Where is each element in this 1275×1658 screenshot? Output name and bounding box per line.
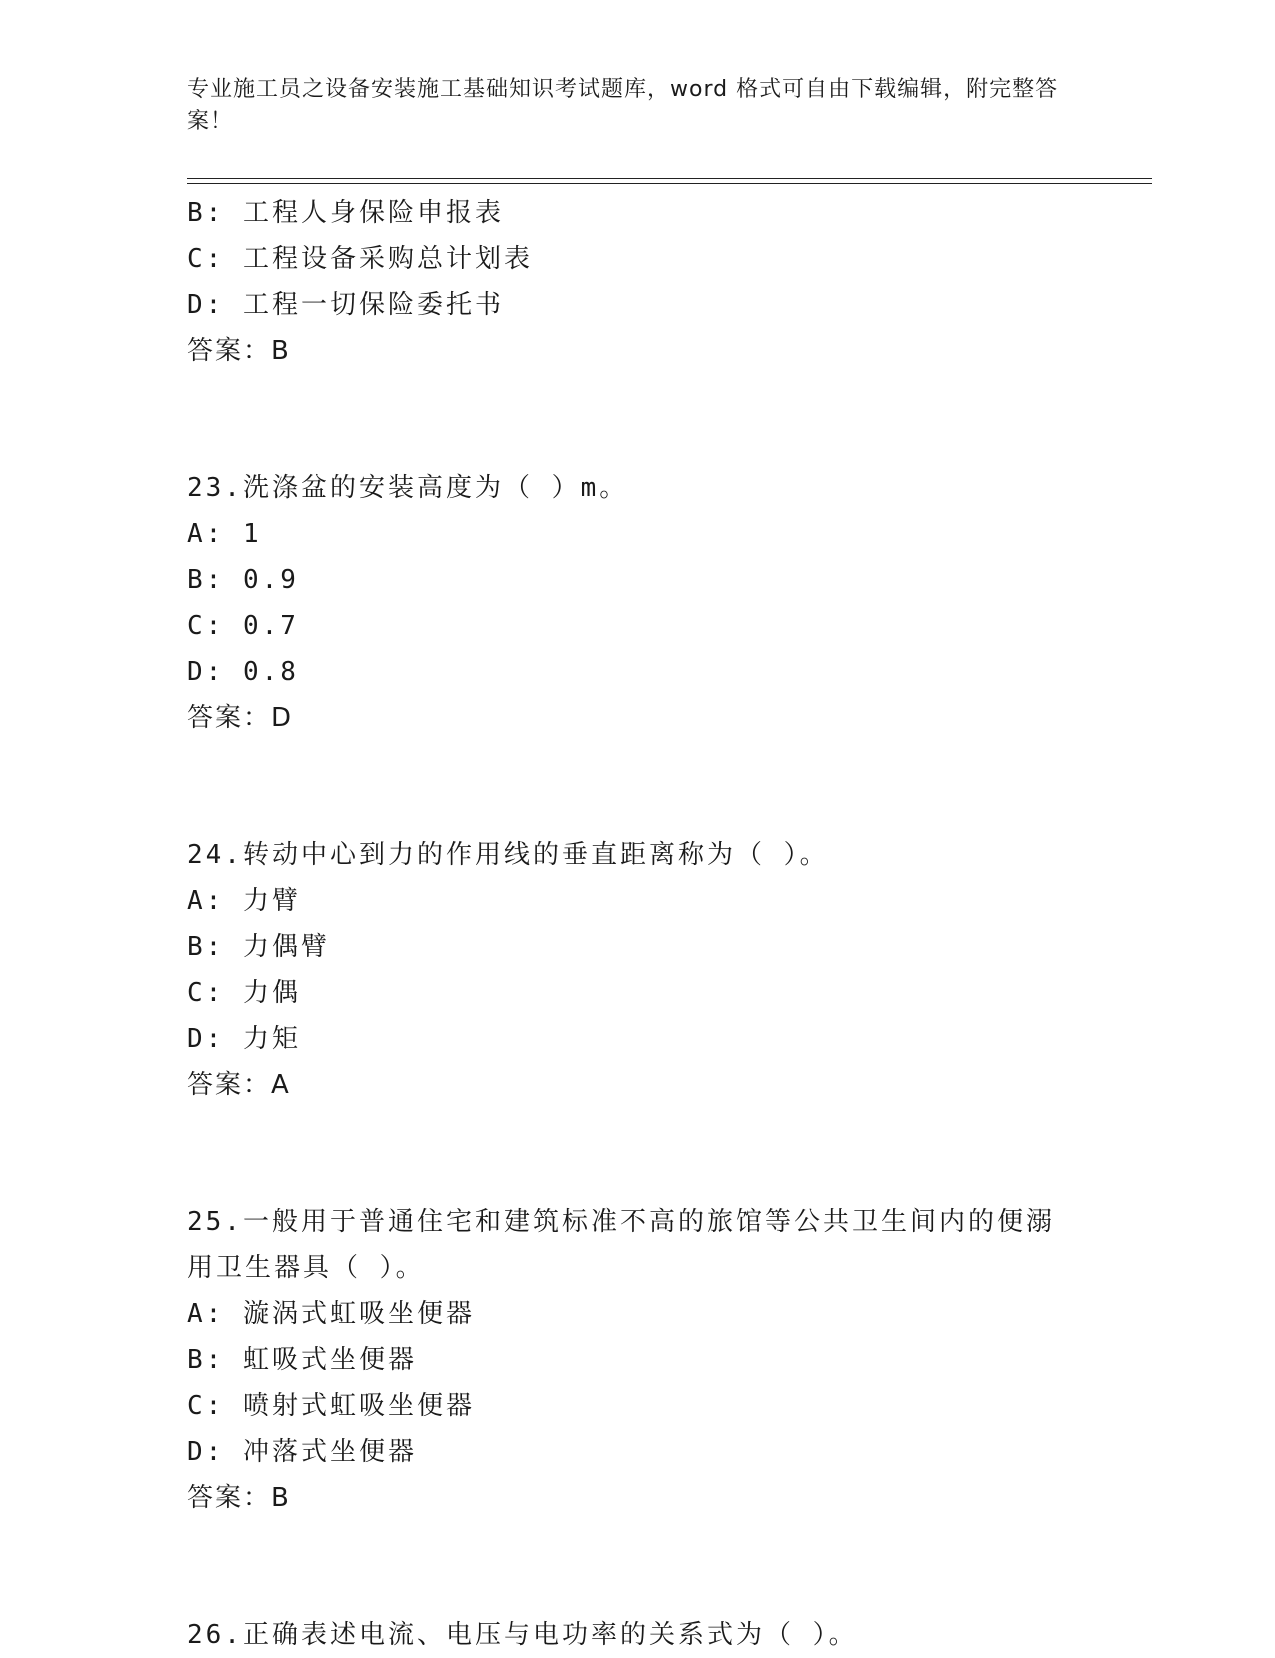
- question-stem: 24.转动中心到力的作用线的垂直距离称为（ ）。: [187, 840, 829, 870]
- option-c: C: 0.7: [187, 611, 299, 641]
- option-d: D: 工程一切保险委托书: [187, 290, 504, 320]
- option-b: B: 虹吸式坐便器: [187, 1345, 417, 1375]
- option-d: D: 力矩: [187, 1024, 301, 1054]
- answer-line: 答案：B: [187, 1483, 291, 1513]
- option-a: A: 1: [187, 519, 262, 549]
- question-25: [187, 1199, 1147, 1521]
- option-a: A: 漩涡式虹吸坐便器: [187, 1299, 475, 1329]
- option-c: C: 工程设备采购总计划表: [187, 244, 533, 274]
- question-22-continued: [187, 190, 1147, 374]
- answer-line: 答案：D: [187, 703, 294, 733]
- question-stem: 23.洗涤盆的安装高度为（ ）m。: [187, 473, 629, 503]
- option-b: B: 力偶臂: [187, 932, 330, 962]
- question-26: [187, 1612, 1147, 1658]
- option-b: B: 工程人身保险申报表: [187, 198, 504, 228]
- question-list: [187, 190, 1147, 1658]
- option-c: C: 喷射式虹吸坐便器: [187, 1391, 475, 1421]
- header-divider-top: [187, 178, 1152, 179]
- answer-line: 答案：B: [187, 336, 291, 366]
- question-23: [187, 465, 1147, 741]
- answer-line: 答案：A: [187, 1070, 291, 1100]
- option-a: A: 力臂: [187, 886, 301, 916]
- option-d: D: 冲落式坐便器: [187, 1437, 417, 1467]
- document-header: 专业施工员之设备安装施工基础知识考试题库，word 格式可自由下载编辑，附完整答案！: [187, 77, 1059, 134]
- question-stem: 26.正确表述电流、电压与电功率的关系式为（ ）。: [187, 1620, 858, 1650]
- option-d: D: 0.8: [187, 657, 299, 687]
- header-divider-bottom: [187, 183, 1152, 184]
- question-24: [187, 832, 1147, 1108]
- option-b: B: 0.9: [187, 565, 299, 595]
- question-stem: 25.一般用于普通住宅和建筑标准不高的旅馆等公共卫生间内的便溺用卫生器具（ ）。: [187, 1207, 1055, 1283]
- option-c: C: 力偶: [187, 978, 301, 1008]
